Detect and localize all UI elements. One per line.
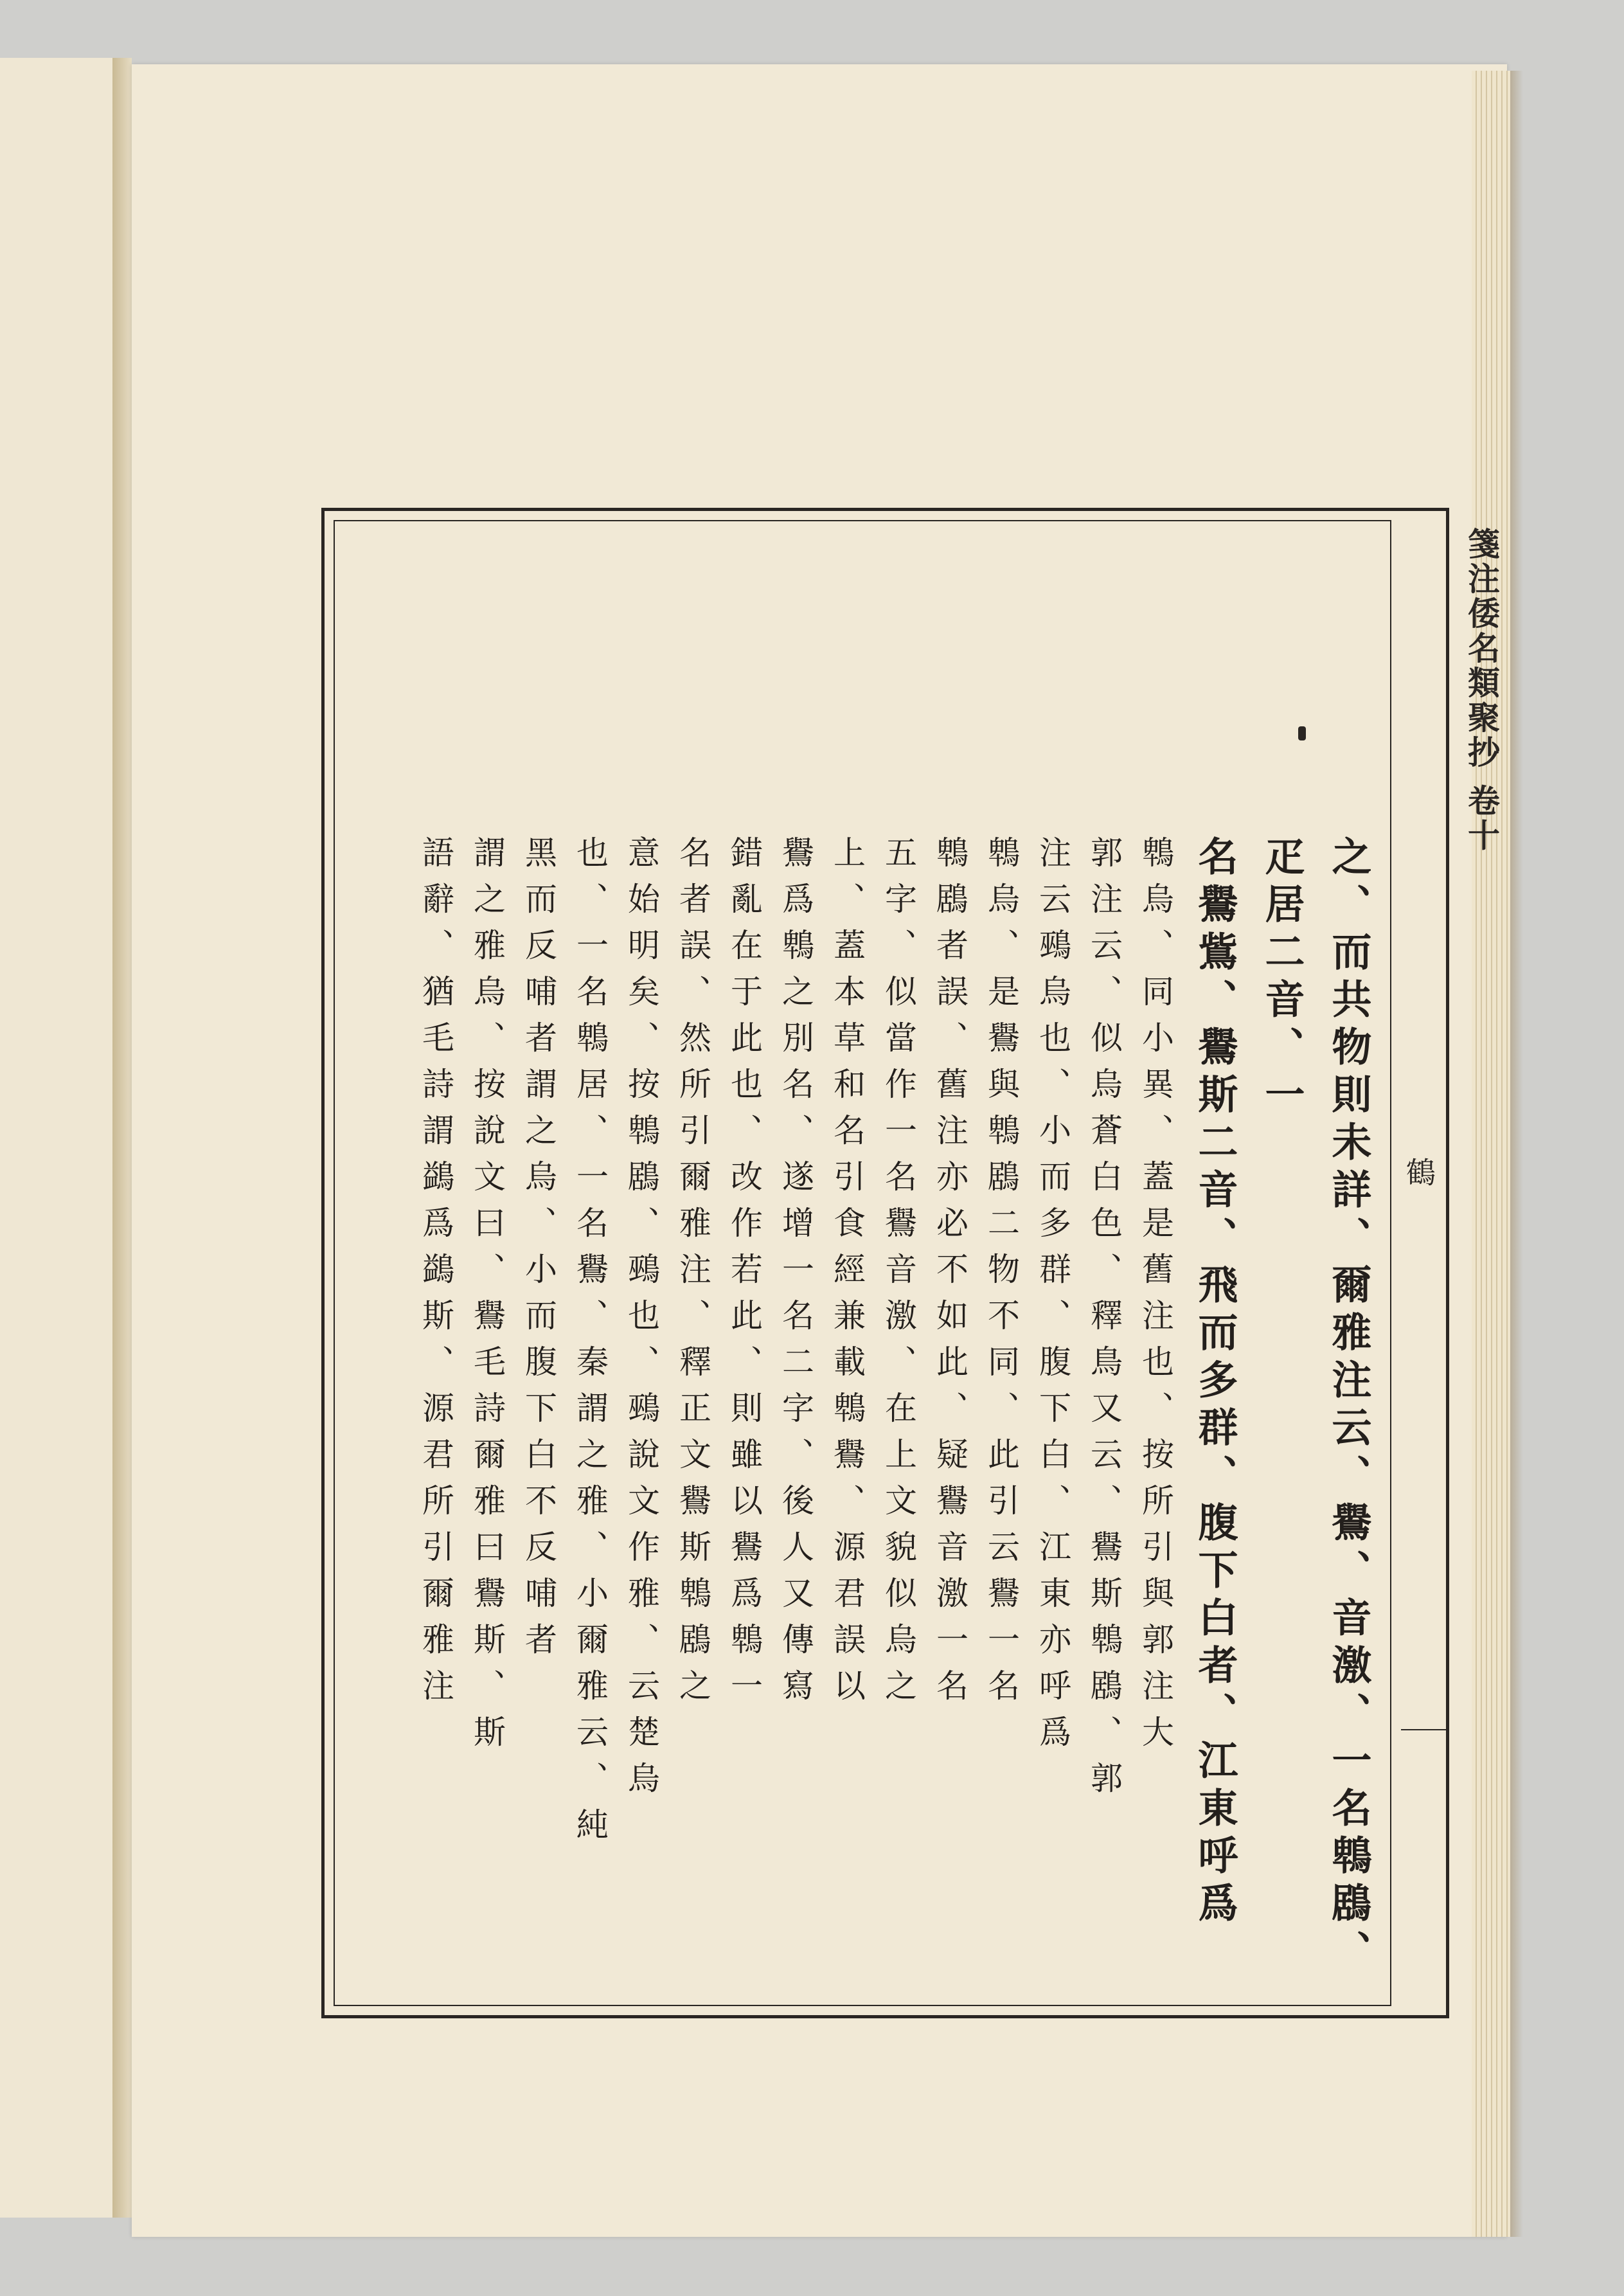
text-column-6: 鵯烏、是鸒與鵯鶋二物不同、此引云鸒一名 [983,836,1020,1715]
page-stack-edge [1472,71,1510,2237]
text-column-8: 五字、似當作一名鸒音激、在上文貌似烏之 [880,836,917,1715]
text-column-2: 名鸒鴜、鸒斯二音、飛而多群、腹下白者、江東呼爲 [1191,836,1238,1930]
page-edge-shadow [1510,71,1523,2237]
left-page [0,58,115,2218]
running-title: 箋注倭名類聚抄 卷十 [1463,527,1501,854]
text-column-4: 郭注云、似烏蒼白色、釋鳥又云、鸒斯鵯鶋、郭 [1085,836,1123,1807]
text-column-10: 鸒爲鵯之別名、遂增一名二字、後人又傳寫 [777,836,814,1715]
text-column-7: 鵯鶋者誤、舊注亦必不如此、疑鸒音激一名 [931,836,968,1715]
text-column-17: 語辭、猶毛詩謂鷁爲鷁斯、源君所引爾雅注 [417,836,454,1715]
text-column-14: 也、一名鵯居、一名鸒、秦謂之雅、小爾雅云、純 [571,836,609,1854]
text-column-5: 注云鵐烏也、小而多群、腹下白、江東亦呼爲 [1034,836,1071,1761]
binding-gutter [112,58,132,2218]
text-column-11: 錯亂在于此也、改作若此、則雖以鸒爲鵯一 [726,836,763,1715]
text-column-16: 謂之雅烏、按說文曰、鸒毛詩爾雅曰鸒斯、斯 [468,836,506,1761]
text-column-9: 上、蓋本草和名引食經兼載鵯鸒、源君誤以 [828,836,866,1715]
header-tick-mark [1401,1729,1446,1730]
text-column-15: 黑而反哺者謂之烏、小而腹下白不反哺者 [520,836,557,1669]
main-text [353,836,1382,1993]
running-header-column [1390,520,1437,2006]
text-column-1: 之、而共物則未詳、爾雅注云、鸒、音激、一名鵯鶋、疋居二音、一 [1258,836,1372,1977]
punctuation-mark [1298,726,1306,740]
text-column-3: 鵯烏、同小異、蓋是舊注也、按所引與郭注大 [1137,836,1174,1761]
text-column-13: 意始明矣、按鵯鶋、鵐也、鵐說文作雅、云楚烏 [623,836,660,1807]
section-label: 鶴 [1402,1157,1436,1187]
text-column-12: 名者誤、然所引爾雅注、釋正文鸒斯鵯鶋之 [674,836,711,1715]
